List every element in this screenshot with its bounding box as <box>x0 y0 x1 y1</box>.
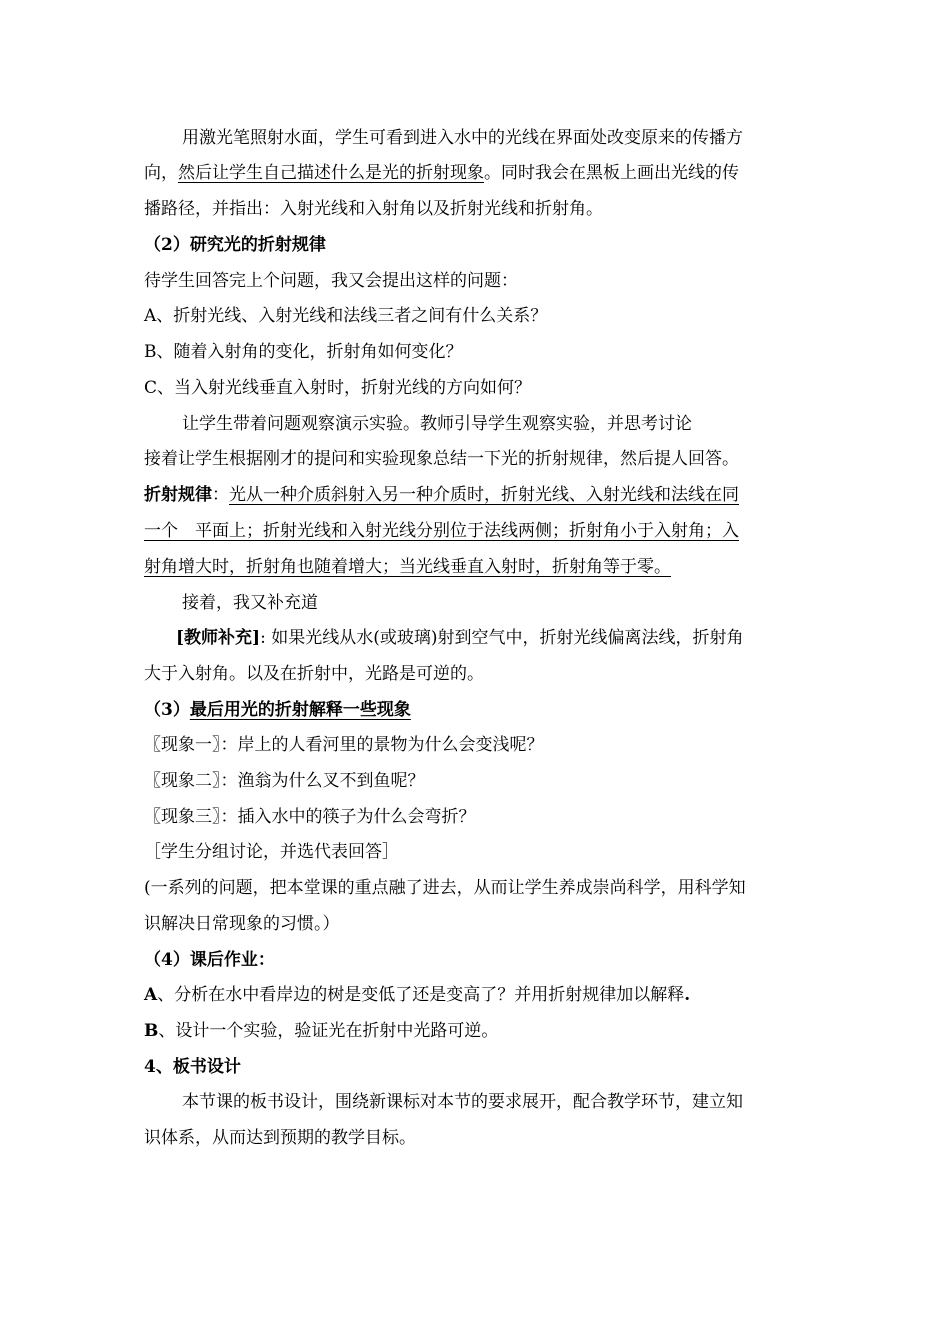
section-3-title: 最后用光的折射解释一些现象 <box>189 700 411 720</box>
section-board-design-heading: 4、板书设计 <box>144 1057 241 1077</box>
board-design-line-2: 识体系，从而达到预期的教学目标。 <box>144 1128 416 1148</box>
group-discussion: ［学生分组讨论，并选代表回答］ <box>144 842 399 862</box>
homework-a-label: A <box>144 985 158 1005</box>
experiment-line-1: 让学生带着问题观察演示实验。教师引导学生观察实验，并思考讨论 <box>182 414 692 434</box>
intro-underlined-phrase: 然后让学生自己描述什么是光的折射现象 <box>178 163 484 183</box>
intro-line-2-start: 向， <box>144 163 178 183</box>
section-3-number: （3） <box>144 700 190 720</box>
homework-a <box>144 983 690 1007</box>
homework-b-label: B <box>144 1021 159 1041</box>
refraction-law-colon: ： <box>212 485 229 505</box>
refraction-law-line-3: 射角增大时，折射角也随着增大；当光线垂直入射时，折射角等于零。 <box>144 557 671 577</box>
homework-b-text: 、设计一个实验，验证光在折射中光路可逆。 <box>158 1021 499 1041</box>
question-b: B、随着入射角的变化，折射角如何变化？ <box>144 342 463 362</box>
refraction-law-label: 折射规律 <box>144 485 212 505</box>
teacher-supplement-text-1: : 如果光线从水(或玻璃)射到空气中，折射光线偏离法线，折射角 <box>260 628 744 648</box>
refraction-law-line-2: 一个 平面上；折射光线和入射光线分别位于法线两侧；折射角小于入射角；入 <box>144 521 739 541</box>
phenomenon-3: 〖现象三〗：插入水中的筷子为什么会弯折？ <box>144 807 476 827</box>
refraction-law-line-1 <box>144 483 739 507</box>
section-3-heading <box>144 698 411 722</box>
note-line-1: (一系列的问题，把本堂课的重点融了进去，从而让学生养成崇尚科学，用科学知 <box>144 878 746 898</box>
homework-b <box>144 1019 498 1043</box>
teacher-supplement-line-2: 大于入射角。以及在折射中，光路是可逆的。 <box>144 664 484 684</box>
teacher-supplement-label: [教师补充] <box>176 628 261 648</box>
refraction-law-text-1: 光从一种介质斜射入另一种介质时，折射光线、入射光线和法线在同 <box>229 485 739 505</box>
note-line-2: 识解决日常现象的习惯。） <box>144 914 340 934</box>
question-intro: 待学生回答完上个问题，我又会提出这样的问题： <box>144 271 518 291</box>
section-4-heading: （4）课后作业： <box>144 950 275 970</box>
intro-line-2-end: 。同时我会在黑板上画出光线的传 <box>484 163 739 183</box>
question-a: A、折射光线、入射光线和法线三者之间有什么关系？ <box>144 306 548 326</box>
question-c: C、当入射光线垂直入射时，折射光线的方向如何？ <box>144 378 532 398</box>
section-2-heading: （2）研究光的折射规律 <box>144 235 326 255</box>
phenomenon-1: 〖现象一〗：岸上的人看河里的景物为什么会变浅呢？ <box>144 735 544 755</box>
homework-a-text: 、分析在水中看岸边的树是变低了还是变高了？并用折射规律加以解释 <box>157 985 685 1005</box>
homework-a-end: . <box>684 985 691 1005</box>
intro-line-3: 播路径，并指出：入射光线和入射角以及折射光线和折射角。 <box>144 199 603 219</box>
intro-line-1: 用激光笔照射水面，学生可看到进入水中的光线在界面处改变原来的传播方 <box>182 128 743 148</box>
supplement-intro: 接着，我又补充道 <box>182 593 318 613</box>
experiment-line-2: 接着让学生根据刚才的提问和实验现象总结一下光的折射规律，然后提人回答。 <box>144 449 739 469</box>
intro-line-2 <box>144 161 739 185</box>
phenomenon-2: 〖现象二〗：渔翁为什么叉不到鱼呢？ <box>144 771 425 791</box>
teacher-supplement-line-1 <box>176 626 744 650</box>
board-design-line-1: 本节课的板书设计，围绕新课标对本节的要求展开，配合教学环节，建立知 <box>182 1092 743 1112</box>
